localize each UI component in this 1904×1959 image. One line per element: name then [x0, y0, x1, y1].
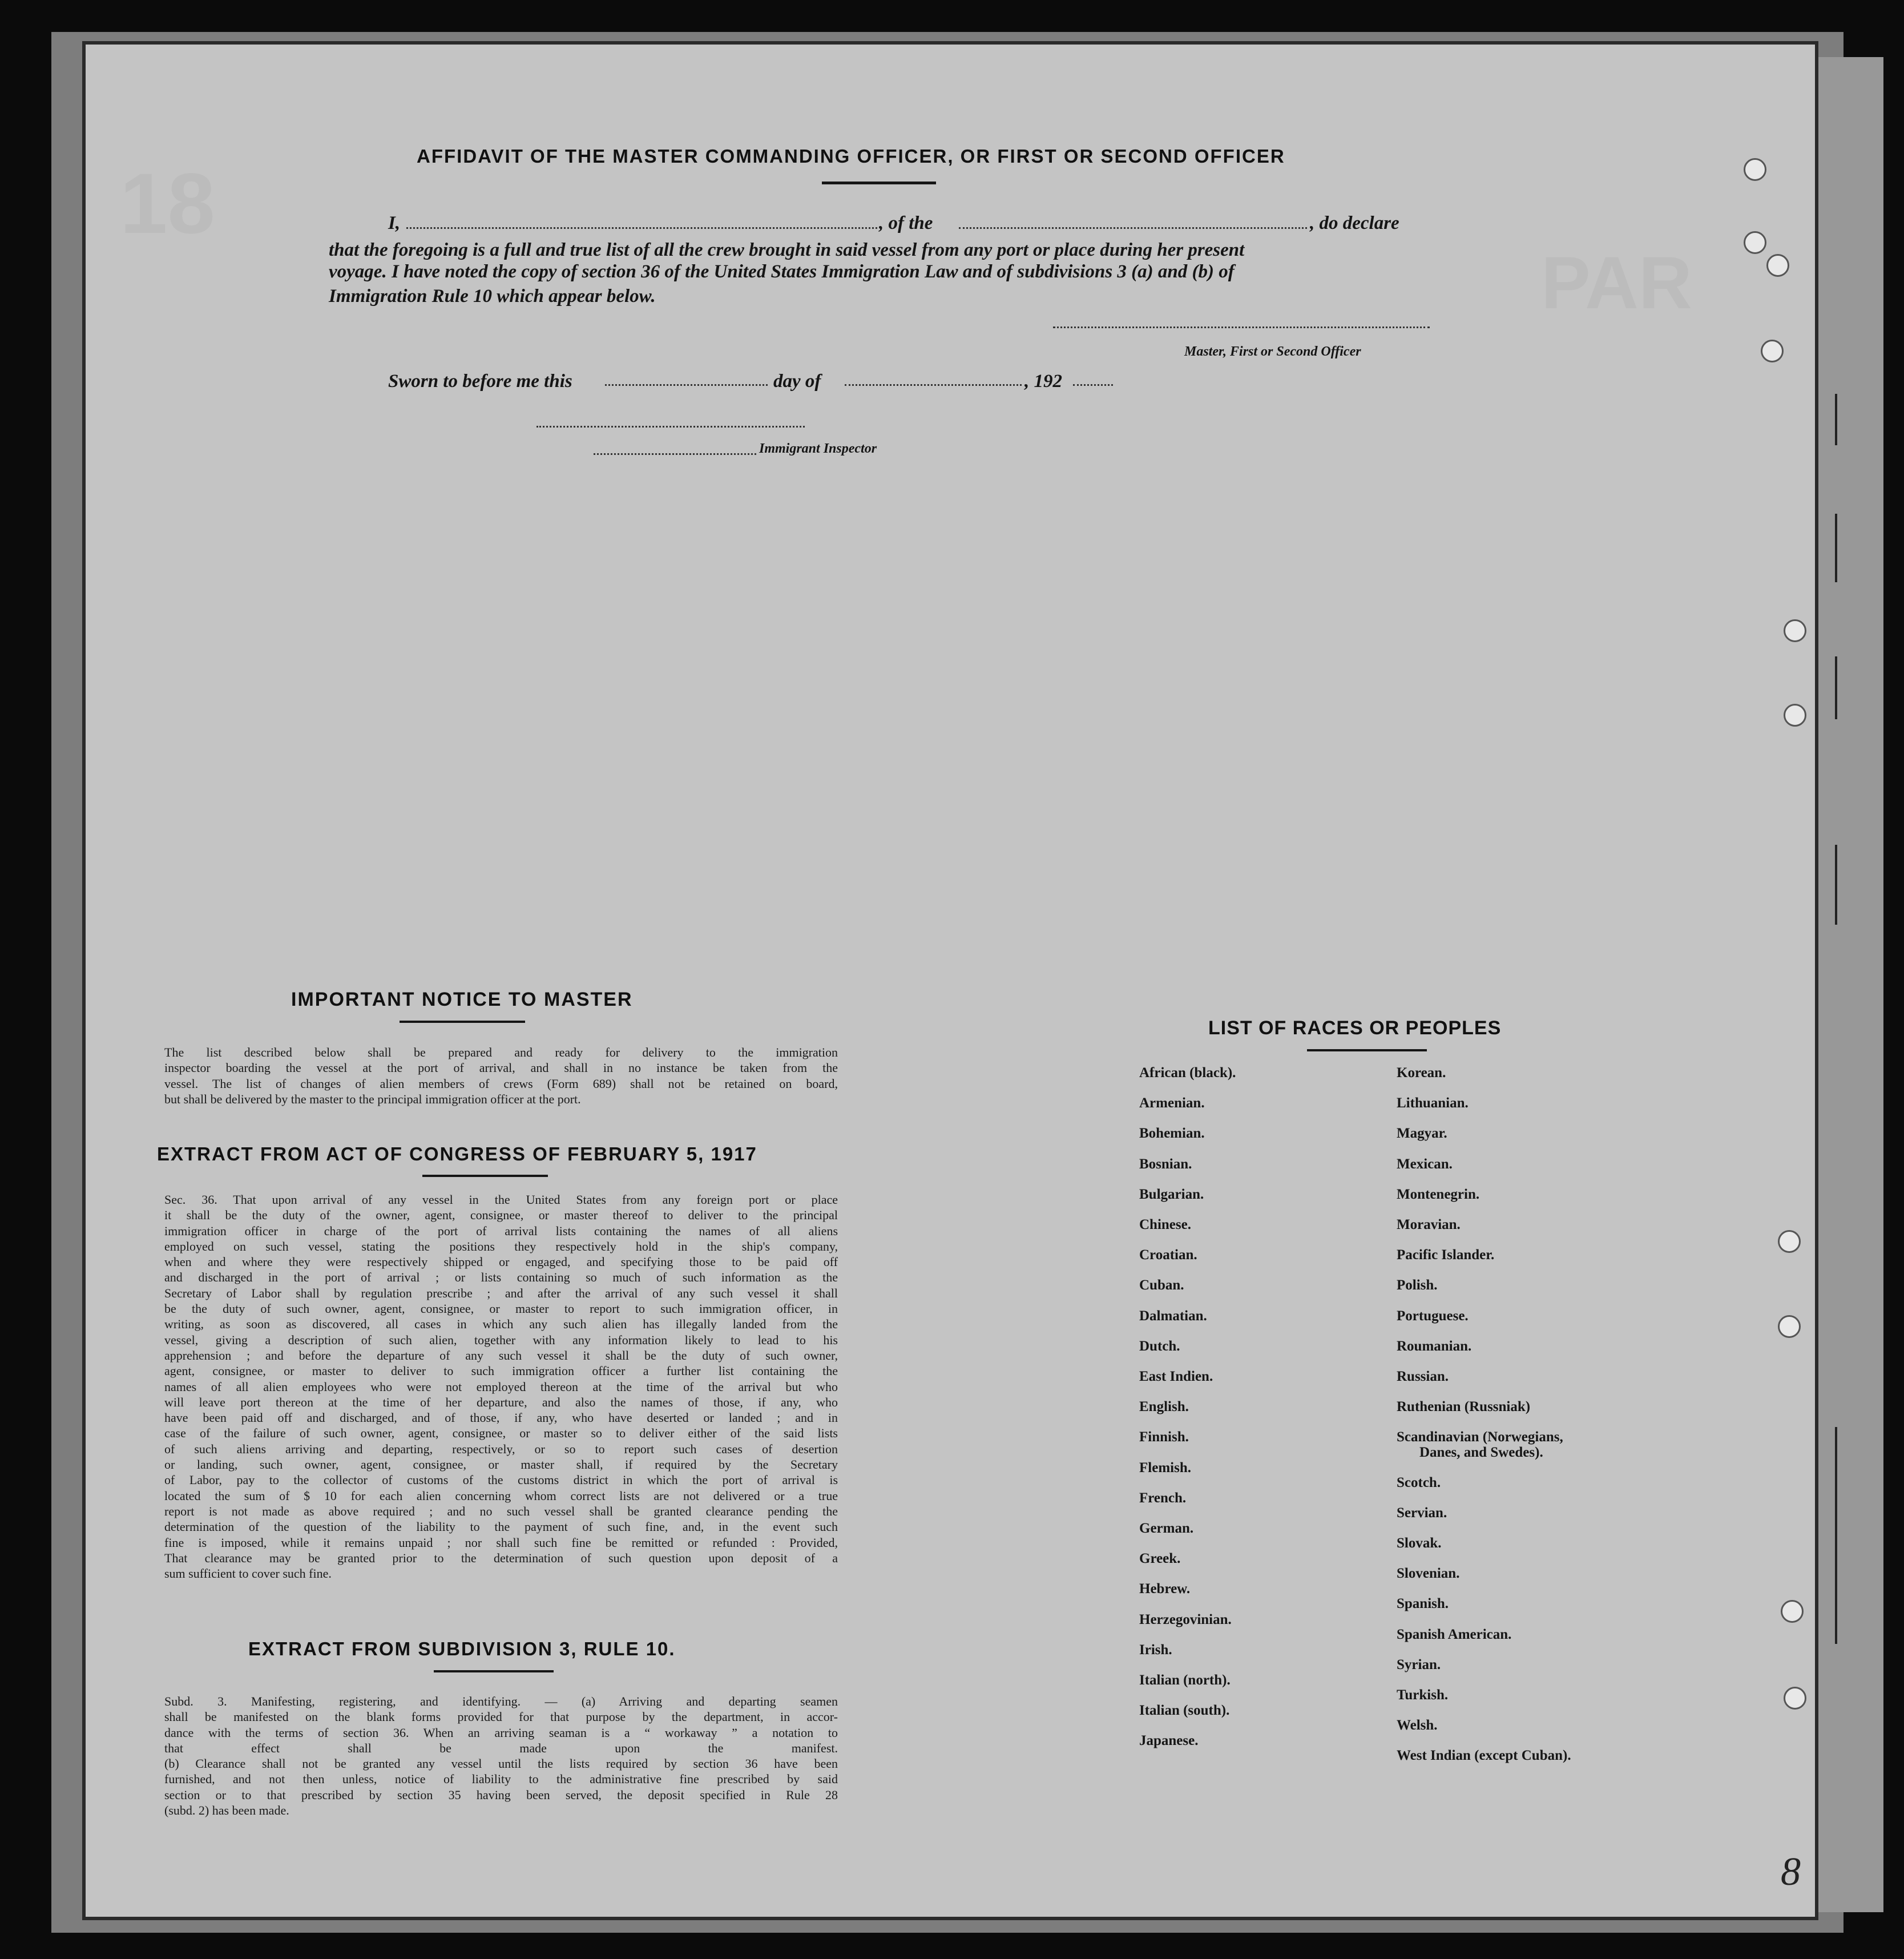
race-item: Bohemian.	[1139, 1126, 1205, 1142]
act-title: EXTRACT FROM ACT OF CONGRESS OF FEBRUARY 5, 1917	[157, 1143, 757, 1164]
race-item: Irish.	[1139, 1642, 1172, 1658]
binder-hole	[1744, 231, 1766, 254]
rule-title: EXTRACT FROM SUBDIVISION 3, RULE 10.	[248, 1638, 676, 1659]
race-item: Moravian.	[1397, 1217, 1461, 1232]
race-item: Bulgarian.	[1139, 1186, 1204, 1202]
rule-line: Subd. 3. Manifesting, registering, and identifying. — (a) Arriving and departing seamen	[164, 1694, 838, 1708]
act-line: have been paid off and discharged, and of those, if any, who have deserted or landed ; and in	[164, 1410, 838, 1425]
affidavit-line-3: voyage. I have noted the copy of section 36 of the United States Immigration Law and of subdivisions 3 (a) and (b) of	[329, 261, 1235, 282]
race-item: Turkish.	[1397, 1687, 1449, 1703]
race-item: Greek.	[1139, 1551, 1181, 1567]
race-item: East Indien.	[1139, 1369, 1213, 1384]
sworn-year-blank[interactable]	[1073, 384, 1113, 386]
binder-hole	[1784, 1687, 1806, 1710]
act-line: will leave port thereon at the time of her departure, and also the names of those, if any, who	[164, 1394, 838, 1409]
binder-hole	[1744, 158, 1766, 181]
race-item: French.	[1139, 1490, 1187, 1506]
rule-line: (subd. 2) has been made.	[164, 1803, 289, 1818]
races-title-rule	[1307, 1049, 1427, 1051]
race-item: Scandinavian (Norwegians,	[1397, 1429, 1563, 1445]
race-item: Italian (south).	[1139, 1703, 1230, 1719]
affidavit-line-2: that the foregoing is a full and true list of all the crew brought in said vessel from any port or place during her present	[329, 240, 1245, 260]
act-line: located the sum of $ 10 for each alien concerning whom correct lists are not delivered or a true	[164, 1488, 838, 1503]
race-item: Cuban.	[1139, 1277, 1184, 1293]
race-item: Scotch.	[1397, 1474, 1441, 1490]
act-line: or landing, such owner, agent, consignee, or master shall, if required by the Secretary	[164, 1457, 838, 1472]
act-line: it shall be the duty of the owner, agent, consignee, or master thereof to deliver to the principal	[164, 1208, 838, 1223]
sworn-day-blank[interactable]	[605, 384, 768, 386]
rule-line: shall be manifested on the blank forms provided for that purpose by the department, in accor-	[164, 1710, 838, 1724]
race-item: Polish.	[1397, 1277, 1438, 1293]
act-line: immigration officer in charge of the port of arrival lists containing the names of all aliens	[164, 1223, 838, 1238]
affidavit-line-4: Immigration Rule 10 which appear below.	[329, 286, 656, 307]
rule-line: that effect shall be made upon the manifest.	[164, 1740, 838, 1755]
race-item: Danes, and Swedes).	[1419, 1445, 1543, 1461]
act-line: Sec. 36. That upon arrival of any vessel in the United States from any foreign port or place	[164, 1192, 838, 1207]
races-title: LIST OF RACES OR PEOPLES	[1208, 1017, 1502, 1039]
binder-hole	[1784, 704, 1806, 727]
margin-tally-mark	[1835, 394, 1837, 445]
act-line: employed on such vessel, stating the positions they respectively hold in the ship's company,	[164, 1239, 838, 1253]
rule-line: dance with the terms of section 36. When an arriving seaman is a “ workaway ” a notation to	[164, 1725, 838, 1740]
inspector-blank-upper[interactable]	[536, 426, 805, 428]
notice-title: IMPORTANT NOTICE TO MASTER	[291, 989, 633, 1010]
bleed-through-letters: PAR	[1541, 241, 1692, 324]
binder-hole	[1781, 1600, 1804, 1623]
handwritten-page-number: 8	[1781, 1850, 1801, 1894]
act-line: agent, consignee, or master to deliver to such immigration officer a further list containing the	[164, 1364, 838, 1378]
act-line: of such aliens arriving and departing, respectively, or so to report such cases of desertion	[164, 1441, 838, 1456]
act-line: Secretary of Labor shall by regulation prescribe ; and after the arrival of any such vessel it shall	[164, 1285, 838, 1300]
act-line: fine is imposed, while it remains unpaid ; nor shall such fine be remitted or refunded : Provided,	[164, 1535, 838, 1550]
binder-hole	[1778, 1230, 1801, 1253]
signature-label: Master, First or Second Officer	[1184, 344, 1361, 359]
race-item: Portuguese.	[1397, 1308, 1469, 1324]
race-item: Japanese.	[1139, 1733, 1199, 1749]
race-item: Italian (north).	[1139, 1672, 1231, 1688]
race-item: Mexican.	[1397, 1156, 1453, 1172]
race-item: Dutch.	[1139, 1338, 1180, 1354]
affidavit-i: I,	[388, 213, 401, 233]
act-line: determination of the question of the liability to the payment of such fine, and, in the event such	[164, 1519, 838, 1534]
inspector-label: Immigrant Inspector	[759, 441, 877, 456]
binder-hole	[1778, 1315, 1801, 1338]
name-blank[interactable]	[406, 227, 877, 229]
rule-line: (b) Clearance shall not be granted any vessel until the lists required by section 36 have been	[164, 1756, 838, 1771]
act-line: That clearance may be granted prior to the determination of such question upon deposit of a	[164, 1550, 838, 1565]
binder-hole	[1784, 619, 1806, 642]
act-line: sum sufficient to cover such fine.	[164, 1566, 332, 1581]
sworn-year: , 192	[1024, 371, 1062, 392]
binder-hole	[1766, 254, 1789, 277]
act-line: case of the failure of such owner, agent, consignee, or master so to deliver either of the said lists	[164, 1426, 838, 1441]
act-title-rule	[422, 1175, 548, 1177]
race-item: Chinese.	[1139, 1217, 1191, 1232]
race-item: Spanish.	[1397, 1596, 1449, 1612]
race-item: Welsh.	[1397, 1718, 1438, 1734]
race-item: Flemish.	[1139, 1460, 1191, 1476]
race-item: Korean.	[1397, 1065, 1446, 1081]
bleed-through-number: 18	[120, 155, 215, 251]
race-item: Pacific Islander.	[1397, 1247, 1495, 1263]
page-edge-strip	[1815, 57, 1883, 1912]
act-line: writing, as soon as discovered, all cases in which any such alien has illegally landed from the	[164, 1317, 838, 1332]
race-item: Roumanian.	[1397, 1338, 1472, 1354]
act-line: report is not made as above required ; and no such vessel shall be granted clearance pending the	[164, 1503, 838, 1518]
notice-line: The list described below shall be prepared and ready for delivery to the immigration	[164, 1045, 838, 1059]
race-item: Hebrew.	[1139, 1581, 1191, 1597]
notice-line: vessel. The list of changes of alien members of crews (Form 689) shall not be retained on board,	[164, 1076, 838, 1091]
margin-tally-mark	[1835, 845, 1837, 925]
sworn-month-blank[interactable]	[845, 384, 1022, 386]
race-item: Montenegrin.	[1397, 1186, 1480, 1202]
notice-line: but shall be delivered by the master to the principal immigration officer at the port.	[164, 1091, 581, 1106]
race-item: Croatian.	[1139, 1247, 1197, 1263]
race-item: African (black).	[1139, 1065, 1236, 1081]
race-item: Lithuanian.	[1397, 1095, 1469, 1111]
margin-tally-mark	[1835, 514, 1837, 582]
race-item: English.	[1139, 1399, 1189, 1415]
notice-paragraph	[164, 1045, 838, 1107]
act-line: apprehension ; and before the departure of any such vessel it shall be the duty of such owner,	[164, 1348, 838, 1363]
sworn-prefix: Sworn to before me this	[388, 371, 572, 392]
affidavit-declare: , do declare	[1310, 213, 1399, 233]
race-item: Slovak.	[1397, 1535, 1442, 1551]
race-item: Spanish American.	[1397, 1626, 1512, 1642]
affidavit-title: AFFIDAVIT OF THE MASTER COMMANDING OFFICER, OR FIRST OR SECOND OFFICER	[417, 146, 1285, 167]
race-item: Armenian.	[1139, 1095, 1205, 1111]
rule-line: section or to that prescribed by section 35 having been served, the deposit specified in Rule 28	[164, 1787, 838, 1802]
vessel-blank[interactable]	[959, 227, 1307, 229]
race-item: Russian.	[1397, 1369, 1449, 1384]
notice-line: inspector boarding the vessel at the port of arrival, and shall in no instance be taken from the	[164, 1061, 838, 1075]
notice-title-rule	[400, 1021, 525, 1023]
inspector-blank-lower[interactable]	[594, 453, 756, 455]
race-item: West Indian (except Cuban).	[1397, 1748, 1571, 1764]
affidavit-title-rule	[822, 182, 936, 184]
race-item: Syrian.	[1397, 1656, 1441, 1672]
race-item: Magyar.	[1397, 1126, 1447, 1142]
rule-title-rule	[434, 1670, 554, 1672]
act-line: of Labor, pay to the collector of customs of the customs district in which the port of arrival is	[164, 1473, 838, 1488]
race-item: Bosnian.	[1139, 1156, 1192, 1172]
race-item: German.	[1139, 1521, 1194, 1536]
race-item: Servian.	[1397, 1505, 1447, 1521]
act-line: and discharged in the port of arrival ; or lists containing so much of such information as the	[164, 1270, 838, 1285]
rule-line: furnished, and not then unless, notice of liability to the administrative fine prescribed by said	[164, 1772, 838, 1787]
act-line: vessel, giving a description of such alien, together with any information likely to lead to his	[164, 1332, 838, 1347]
act-line: when and where they were respectively shipped or engaged, and specifying those to be paid off	[164, 1255, 838, 1269]
race-item: Finnish.	[1139, 1429, 1189, 1445]
document-sheet	[86, 45, 1815, 1917]
race-item: Ruthenian (Russniak)	[1397, 1399, 1531, 1415]
signature-blank[interactable]	[1053, 326, 1430, 328]
sworn-day-of: day of	[773, 371, 821, 392]
act-line: names of all alien employees who were not employed thereon at the time of the arrival but who	[164, 1379, 838, 1394]
margin-tally-mark	[1835, 656, 1837, 719]
race-item: Herzegovinian.	[1139, 1611, 1232, 1627]
race-item: Dalmatian.	[1139, 1308, 1207, 1324]
binder-hole	[1761, 340, 1784, 362]
act-line: be the duty of such owner, agent, consignee, or master to report to such immigration officer, in	[164, 1301, 838, 1316]
act-section-36-paragraph	[164, 1192, 838, 1581]
affidavit-of-the: , of the	[879, 213, 933, 233]
rule-subdivision-paragraph	[164, 1694, 838, 1818]
margin-long-mark	[1835, 1427, 1837, 1644]
race-item: Slovenian.	[1397, 1566, 1460, 1582]
